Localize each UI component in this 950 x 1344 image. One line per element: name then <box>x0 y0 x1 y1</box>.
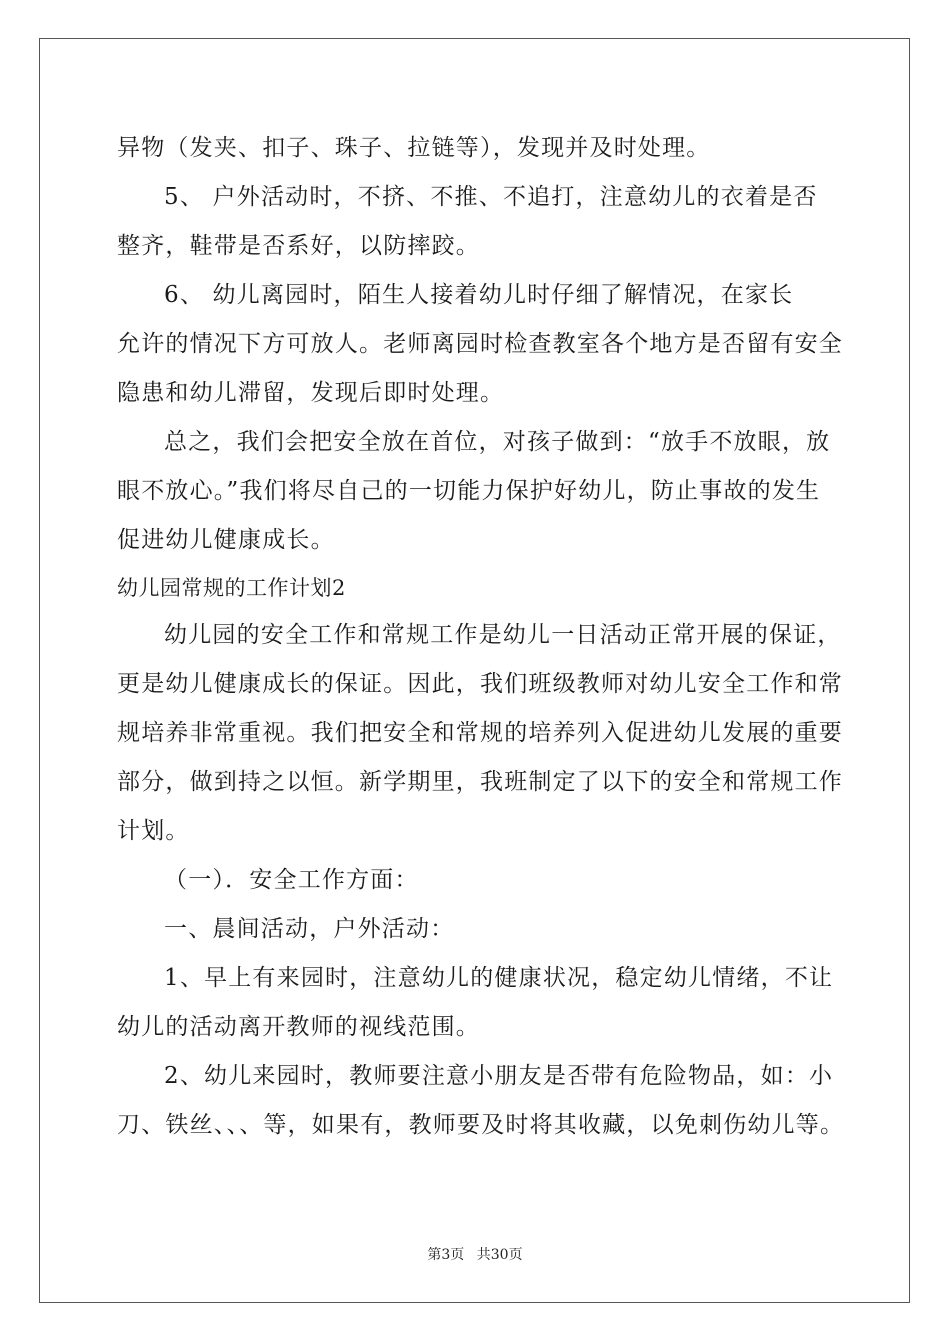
list-item-1: 1、早上有来园时，注意幼儿的健康状况，稳定幼儿情绪，不让 <box>164 965 834 991</box>
text-line: 整齐，鞋带是否系好，以防摔跤。 <box>117 233 480 259</box>
page-footer <box>0 1244 950 1264</box>
list-item-2: 2、幼儿来园时，教师要注意小朋友是否带有危险物品，如：小 <box>164 1063 834 1089</box>
text-line: 部分，做到持之以恒。新学期里，我班制定了以下的安全和常规工作 <box>117 769 843 795</box>
summary-paragraph: 总之，我们会把安全放在首位，对孩子做到：“放手不放眼，放 <box>164 429 831 455</box>
list-item-6: 6、 幼儿离园时，陌生人接着幼儿时仔细了解情况，在家长 <box>164 282 794 308</box>
intro-paragraph: 幼儿园的安全工作和常规工作是幼儿一日活动正常开展的保证， <box>164 622 842 648</box>
text-line: 规培养非常重视。我们把安全和常规的培养列入促进幼儿发展的重要 <box>117 720 843 746</box>
text-line: 计划。 <box>117 818 190 844</box>
subsection-heading: 一、晨间活动，户外活动： <box>164 916 455 942</box>
text-line: 幼儿的活动离开教师的视线范围。 <box>117 1014 480 1040</box>
text-line: 允许的情况下方可放人。老师离园时检查教室各个地方是否留有安全 <box>117 331 843 357</box>
text-line: 隐患和幼儿滞留，发现后即时处理。 <box>117 380 505 406</box>
text-line: 异物（发夹、扣子、珠子、拉链等），发现并及时处理。 <box>117 135 711 161</box>
page-number: 第3页 <box>427 1247 465 1263</box>
text-line: 更是幼儿健康成长的保证。因此，我们班级教师对幼儿安全工作和常 <box>117 671 843 697</box>
section-heading: 幼儿园常规的工作计划2 <box>117 576 346 600</box>
text-line: 刀、铁丝、、、等，如果有，教师要及时将其收藏，以免刺伤幼儿等。 <box>117 1112 845 1138</box>
document-body <box>117 124 845 1150</box>
page-total: 共30页 <box>476 1247 523 1263</box>
list-item-5: 5、 户外活动时，不挤、不推、不追打，注意幼儿的衣着是否 <box>164 184 818 210</box>
text-line: 眼不放心。”我们将尽自己的一切能力保护好幼儿，防止事故的发生 <box>117 478 821 504</box>
subsection-heading: （一）．安全工作方面： <box>164 867 419 893</box>
text-line: 促进幼儿健康成长。 <box>117 527 335 553</box>
